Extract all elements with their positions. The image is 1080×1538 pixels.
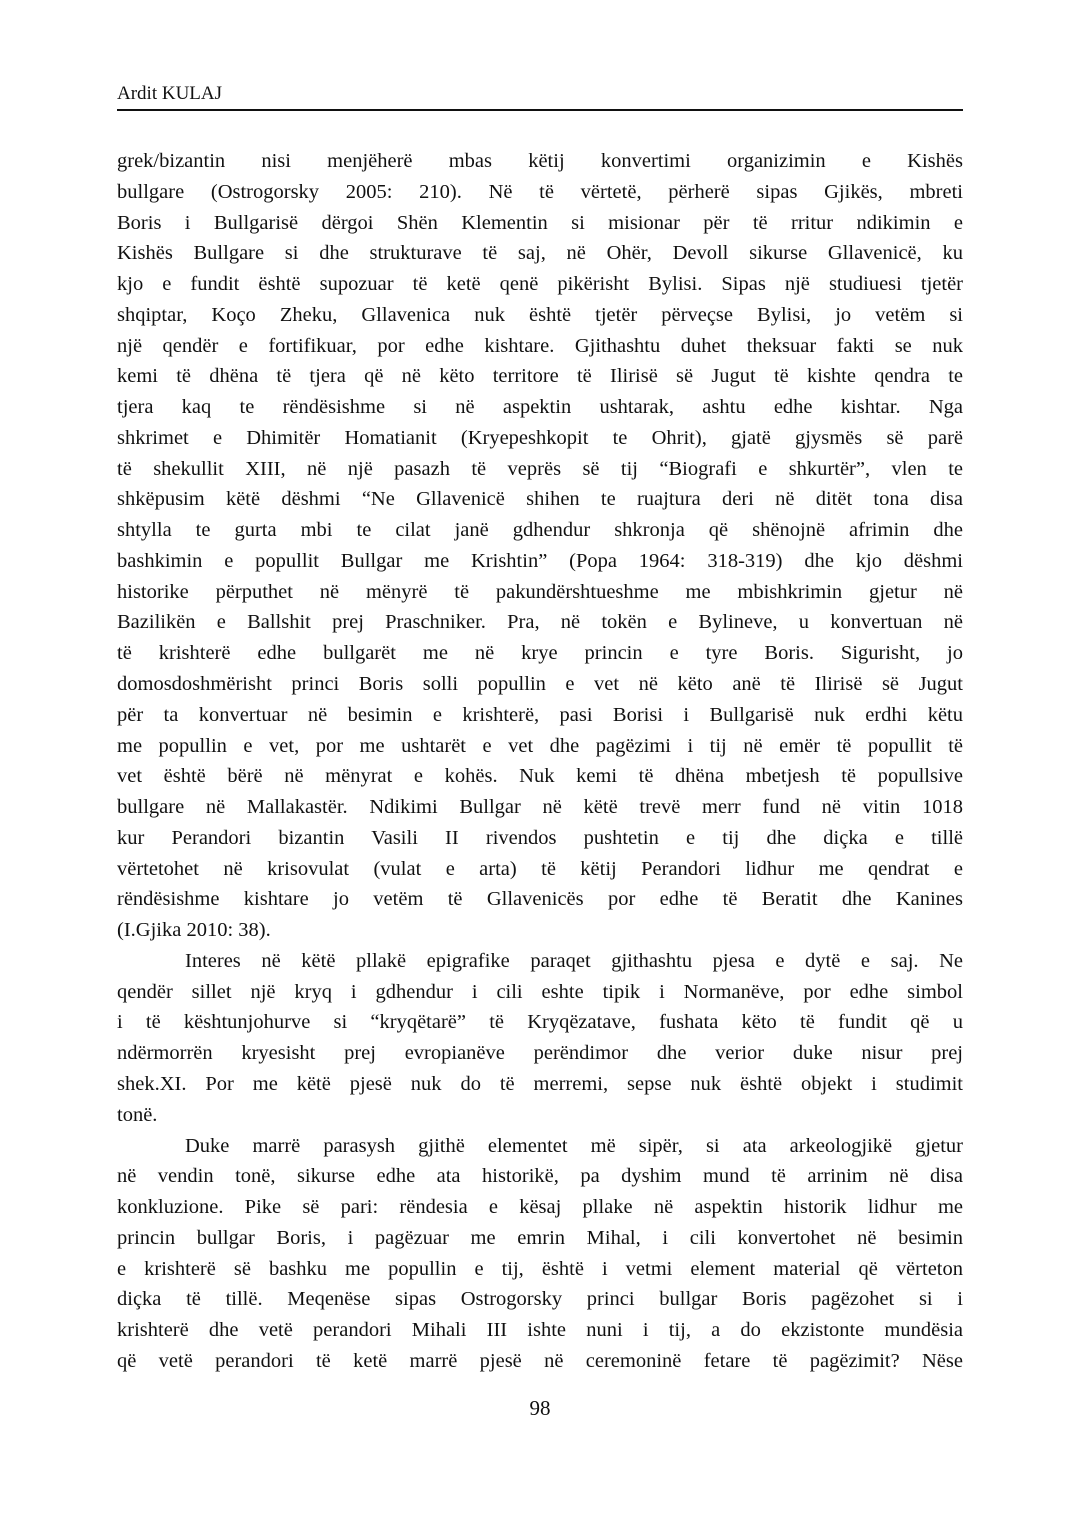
text-line: historike përputhet në mënyrë të pakundërshtueshme me mbishkrimin gjetur në (117, 580, 963, 603)
text-line: vet është bërë në mënyrat e kohës. Nuk kemi të dhëna mbetjesh të popullsive (117, 765, 963, 788)
text-line: bullgare në Mallakastër. Ndikimi Bullgar në këtë trevë merr fund në vitin 1018 (117, 796, 963, 819)
text-line: shkrimet e Dhimitër Homatianit (Kryepeshkopit te Ohrit), gjatë gjysmës së parë (117, 426, 963, 449)
text-line: Bazilikën e Ballshit prej Praschniker. Pra, në tokën e Bylineve, u konvertuan në (117, 611, 963, 634)
text-line: krishterë dhe vetë perandori Mihali III ishte nuni i tij, a do ekzistonte mundësia (117, 1319, 963, 1342)
paragraph (117, 946, 963, 1131)
paragraph (117, 146, 963, 946)
text-line: i të kështunjohurve si “kryqëtarë” të Kryqëzatave, fushata këto të fundit që u (117, 1011, 963, 1034)
text-line: një qendër e fortifikuar, por edhe kishtare. Gjithashtu duhet theksuar fakti se nuk (117, 334, 963, 357)
body-text (117, 146, 963, 1377)
text-line: në vendin tonë, sikurse edhe ata historikë, pa dyshim mund të arrinim në disa (117, 1165, 963, 1188)
text-line: Interes në këtë pllakë epigrafike paraqet gjithashtu pjesa e dytë e saj. Ne (185, 949, 963, 972)
text-line: me popullin e vet, por me ushtarët e vet dhe pagëzimi i tij në emër të popullit të (117, 734, 963, 757)
text-line: Boris i Bullgarisë dërgoi Shën Klementin si misionar për të rritur ndikimin e (117, 211, 963, 234)
text-line: bullgare (Ostrogorsky 2005: 210). Në të vërtetë, përherë sipas Gjikës, mbreti (117, 180, 963, 203)
text-line: kjo e fundit është supozuar të ketë qenë pikërisht Bylisi. Sipas një studiuesi tjetër (117, 273, 963, 296)
text-line: e krishterë së bashku me popullin e tij, është i vetmi element material që vërteton (117, 1257, 963, 1280)
text-line: rëndësishme kishtare jo vetëm të Gllavenicës por edhe të Beratit dhe Kanines (117, 888, 963, 911)
text-line: për ta konvertuar në besimin e krishterë, pasi Borisi i Bullgarisë nuk erdhi këtu (117, 703, 963, 726)
text-line: shtylla te gurta mbi te cilat janë gdhendur shkronja që shënojnë afrimin dhe (117, 519, 963, 542)
text-line: që vetë perandori të ketë marrë pjesë në ceremoninë fetare të pagëzimit? Nëse (117, 1349, 963, 1372)
running-header (117, 82, 963, 111)
paragraph (117, 1131, 963, 1377)
text-line: vërtetohet në krisovulat (vulat e arta) të këtij Perandori lidhur me qendrat e (117, 857, 963, 880)
text-line: ndërmorrën kryesisht prej evropianëve perëndimor dhe verior duke nisur prej (117, 1042, 963, 1065)
header-rule (117, 109, 963, 111)
text-line: tonë. (117, 1103, 158, 1126)
text-line: kur Perandori bizantin Vasili II rivendos pushtetin e tij dhe diçka e tillë (117, 826, 963, 849)
text-line: bashkimin e popullit Bullgar me Krishtin” (Popa 1964: 318-319) dhe kjo dëshmi (117, 549, 963, 572)
text-line: princin bullgar Boris, i pagëzuar me emrin Mihal, i cili konvertohet në besimin (117, 1226, 963, 1249)
text-line: të shekullit XIII, në një pasazh të veprës së tij “Biografi e shkurtër”, vlen te (117, 457, 963, 480)
text-line: diçka të tillë. Meqenëse sipas Ostrogorsky princi bullgar Boris pagëzohet si i (117, 1288, 963, 1311)
page-number: 98 (529, 1396, 551, 1420)
text-line: konkluzione. Pike së pari: rëndesia e kësaj pllake në aspektin historik lidhur me (117, 1196, 963, 1219)
text-line: kemi të dhëna të tjera që në këto territore të Ilirisë së Jugut të kishte qendra te (117, 365, 963, 388)
text-line: shkëpusim këtë dëshmi “Ne Gllavenicë shihen te ruajtura deri në ditët tona disa (117, 488, 963, 511)
text-line: (I.Gjika 2010: 38). (117, 919, 271, 942)
text-line: shqiptar, Koço Zheku, Gllavenica nuk është tjetër përveçse Bylisi, jo vetëm si (117, 303, 963, 326)
text-line: domosdoshmërisht princi Boris solli popullin e vet në këto anë të Ilirisë së Jugut (117, 673, 963, 696)
text-line: grek/bizantin nisi menjëherë mbas këtij konvertimi organizimin e Kishës (117, 150, 963, 172)
text-line: tjera kaq te rëndësishme si në aspektin ushtarak, ashtu edhe kishtar. Nga (117, 396, 963, 419)
text-line: Duke marrë parasysh gjithë elementet më sipër, si ata arkeologjikë gjetur (185, 1134, 963, 1157)
running-header-author: Ardit KULAJ (117, 83, 223, 104)
text-line: qendër sillet një kryq i gdhendur i cili eshte tipik i Normanëve, por edhe simbol (117, 980, 963, 1003)
text-line: Kishës Bullgare si dhe strukturave të saj, në Ohër, Devoll sikurse Gllavenicë, ku (117, 242, 963, 265)
text-line: shek.XI. Por me këtë pjesë nuk do të merremi, sepse nuk është objekt i studimit (117, 1072, 963, 1095)
text-line: të krishterë edhe bullgarët me në krye princin e tyre Boris. Sigurisht, jo (117, 642, 963, 665)
